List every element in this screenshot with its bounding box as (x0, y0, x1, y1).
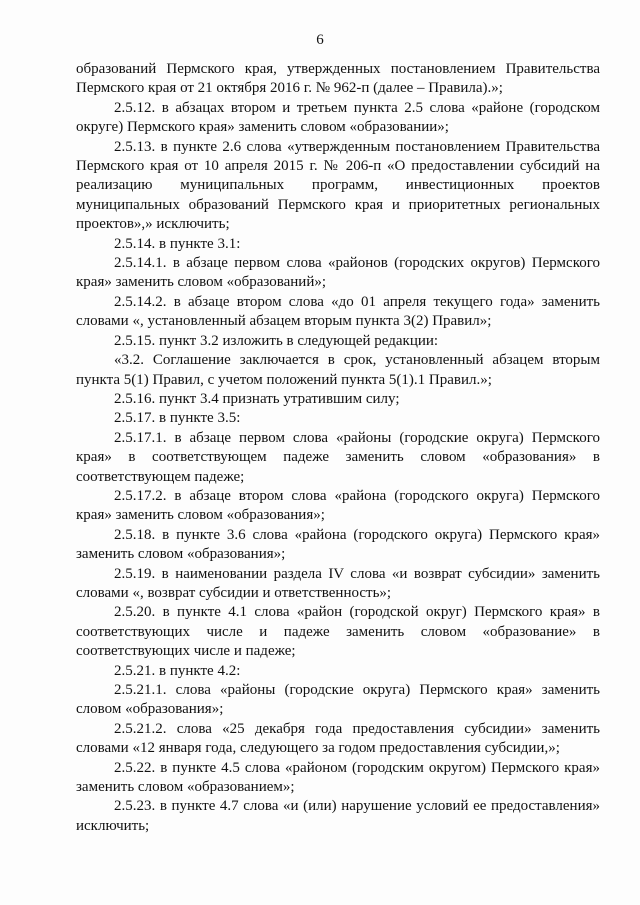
paragraph: 2.5.21.1. слова «районы (городские округа) Пермского края» заменить словом «образования»; (76, 682, 600, 718)
paragraph: 2.5.17.2. в абзаце втором слова «района (городского округа) Пермского края» заменить словом «образования»; (76, 487, 600, 524)
page-number: 6 (316, 32, 324, 48)
document-body (76, 60, 600, 836)
paragraph: «3.2. Соглашение заключается в срок, установленный абзацем вторым пункта 5(1) Правил, с учетом положений пункта 5(1).1 Правил.»; (76, 352, 600, 388)
paragraph: 2.5.16. пункт 3.4 признать утратившим силу; (114, 390, 400, 407)
paragraph: образований Пермского края, утвержденных постановлением Правительства Пермского края от 21 октября 2016 г. № 962-п (далее – Правила).»; (76, 61, 600, 97)
paragraph: 2.5.21. в пункте 4.2: (114, 662, 241, 679)
paragraph: 2.5.23. в пункте 4.7 слова «и (или) нарушение условий ее предоставления» исключить; (76, 798, 600, 834)
paragraph: 2.5.12. в абзацах втором и третьем пункта 2.5 слова «районе (городском округе) Пермского края» заменить словом «образовании»; (76, 99, 600, 136)
paragraph: 2.5.22. в пункте 4.5 слова «районом (городским округом) Пермского края» заменить словом «образованием»; (76, 759, 600, 796)
paragraph: 2.5.18. в пункте 3.6 слова «района (городского округа) Пермского края» заменить словом «образования»; (76, 526, 600, 563)
paragraph: 2.5.21.2. слова «25 декабря года предоставления субсидии» заменить словами «12 января года, следующего за годом предоставления субсидии,»; (76, 720, 600, 757)
paragraph: 2.5.17.1. в абзаце первом слова «районы (городские округа) Пермского края» в соответствующем падеже заменить словом «образования» в соответствующем падеже; (76, 429, 600, 485)
paragraph: 2.5.13. в пункте 2.6 слова «утвержденным постановлением Правительства Пермского края от 10 апреля 2015 г. № 206-п «О предоставлении субсидий на реализацию муниципальных программ, инвестиционных проектов муниципальных образований Пермского края и приоритетных региональных проектов»,» исключить; (76, 138, 600, 233)
paragraph: 2.5.17. в пункте 3.5: (114, 410, 241, 427)
paragraph: 2.5.20. в пункте 4.1 слова «район (городской округ) Пермского края» в соответствующих числе и падеже заменить словом «образование» в соответствующих числе и падеже; (76, 604, 600, 660)
paragraph: 2.5.14.2. в абзаце втором слова «до 01 апреля текущего года» заменить словами «, установленный абзацем вторым пункта 3(2) Правил»; (76, 293, 600, 330)
paragraph: 2.5.19. в наименовании раздела IV слова «и возврат субсидии» заменить словами «, возврат субсидии и ответственность»; (76, 565, 600, 601)
paragraph: 2.5.15. пункт 3.2 изложить в следующей редакции: (114, 332, 439, 349)
paragraph: 2.5.14. в пункте 3.1: (114, 235, 241, 252)
paragraph: 2.5.14.1. в абзаце первом слова «районов (городских округов) Пермского края» заменить словом «образований»; (76, 255, 600, 291)
